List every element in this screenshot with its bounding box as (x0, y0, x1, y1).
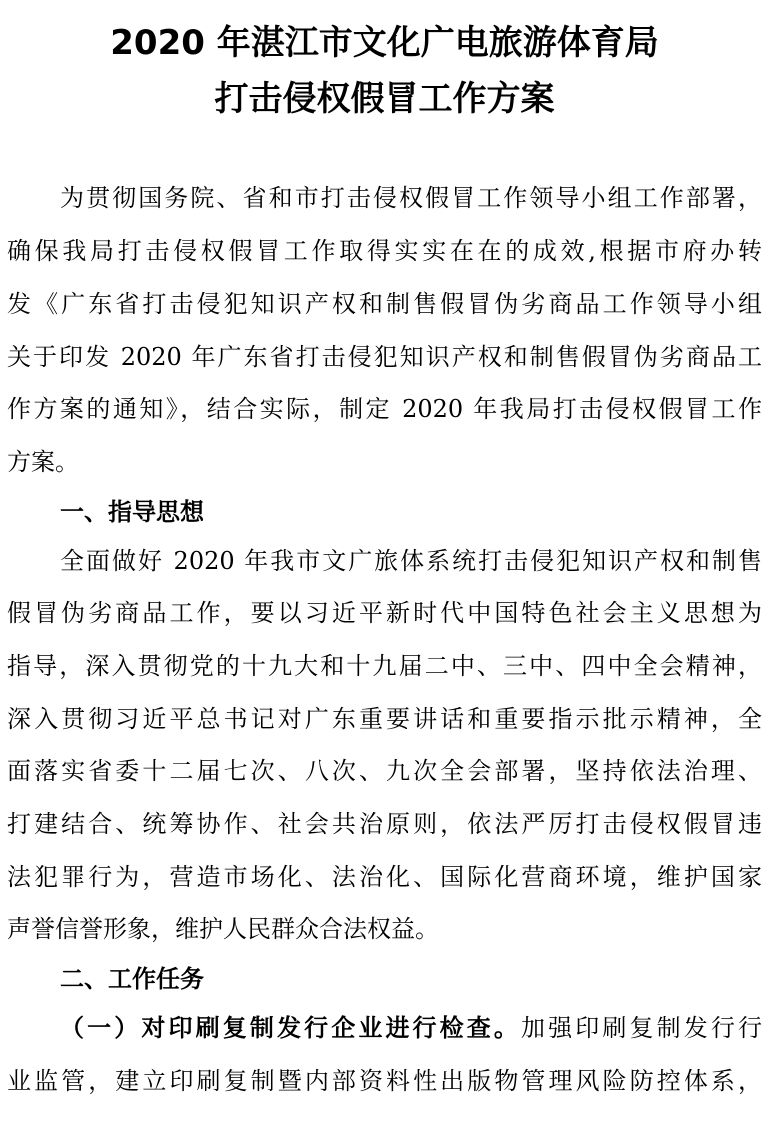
section-1-line-4: 深入贯彻习近平总书记对广东重要讲话和重要指示批示精神，全 (7, 705, 762, 733)
intro-line-3: 发《广东省打击侵犯知识产权和制售假冒伪劣商品工作领导小组 (7, 290, 762, 318)
intro-line-6: 方案。 (7, 448, 79, 476)
section-1-line-7: 法犯罪行为，营造市场化、法治化、国际化营商环境，维护国家 (7, 863, 762, 891)
section-2-item-1-rest: 加强印刷复制发行行 (521, 1014, 763, 1042)
section-1-line-5: 面落实省委十二届七次、八次、九次全会部署，坚持依法治理、 (7, 757, 762, 785)
intro-line-5: 作方案的通知》，结合实际，制定 2020 年我局打击侵权假冒工作 (7, 395, 762, 423)
intro-line-2: 确保我局打击侵权假冒工作取得实实在在的成效,根据市府办转 (7, 237, 762, 265)
section-1-line-2: 假冒伪劣商品工作，要以习近平新时代中国特色社会主义思想为 (7, 599, 762, 627)
section-1-line-8: 声誉信誉形象，维护人民群众合法权益。 (7, 915, 439, 943)
section-2-item-1-lead: （一）对印刷复制发行企业进行检查。 (60, 1014, 522, 1042)
intro-line-4: 关于印发 2020 年广东省打击侵犯知识产权和制售假冒伪劣商品工 (7, 343, 762, 371)
section-2-item-1-line-1 (60, 1011, 762, 1045)
section-1-heading: 一、指导思想 (60, 498, 204, 526)
intro-line-1: 为贯彻国务院、省和市打击侵权假冒工作领导小组工作部署， (60, 184, 762, 212)
document-title-line-1: 2020 年湛江市文化广电旅游体育局 (110, 23, 659, 63)
document-title-line-2: 打击侵权假冒工作方案 (214, 79, 555, 119)
section-1-line-6: 打建结合、统筹协作、社会共治原则，依法严厉打击侵权假冒违 (7, 810, 762, 838)
section-1-line-3: 指导，深入贯彻党的十九大和十九届二中、三中、四中全会精神， (7, 652, 762, 680)
section-2-heading: 二、工作任务 (60, 965, 204, 993)
section-1-line-1: 全面做好 2020 年我市文广旅体系统打击侵犯知识产权和制售 (60, 547, 762, 575)
section-2-item-1-line-2: 业监管，建立印刷复制暨内部资料性出版物管理风险防控体系， (7, 1067, 762, 1095)
